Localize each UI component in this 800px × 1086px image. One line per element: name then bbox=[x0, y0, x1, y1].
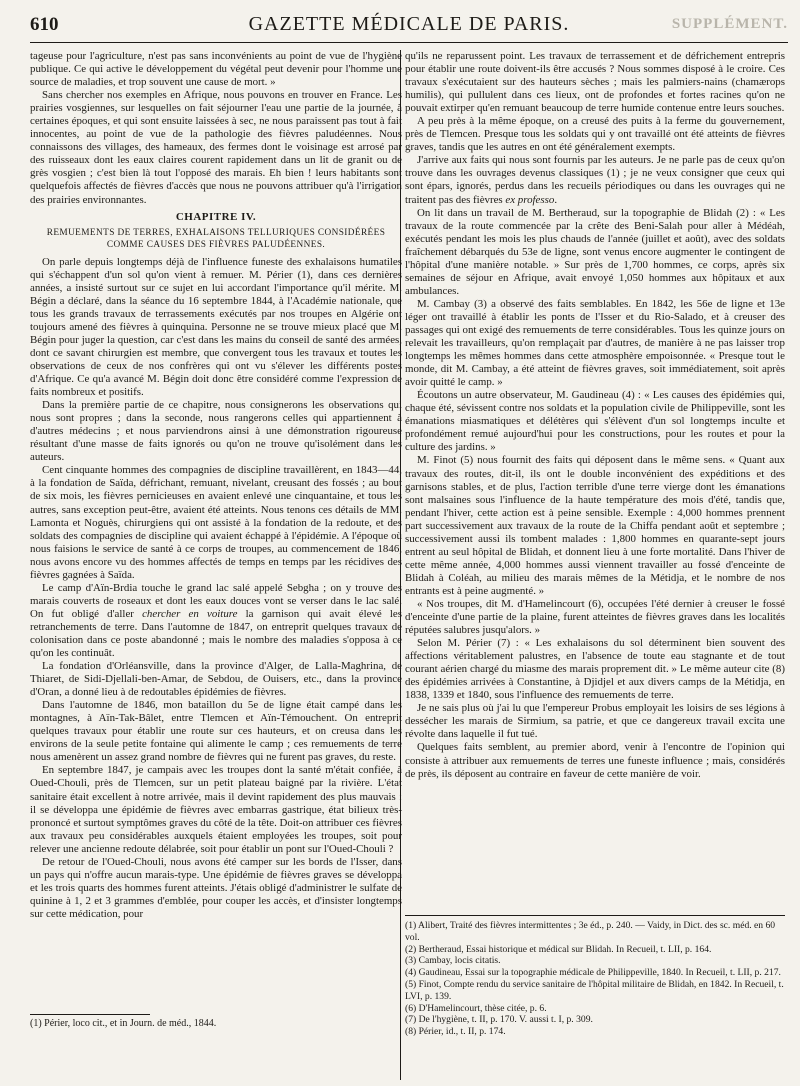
footnote: (1) Périer, loco cit., et in Journ. de méd., 1844. bbox=[30, 1018, 217, 1029]
paragraph: Selon M. Périer (7) : « Les exhalaisons du sol déterminent bien souvent des affections véritablement palustres, en l'absence de toute eau stagnante et de tout courant aérien chargé du miasme des marais proprement dit. » Le même auteur cite (8) des épidémies arrivées à Constantine, à Djidjel et aux divers camps de la Métidja, en 1838, 1339 et 1840, sous l'influence des remuements de terre. bbox=[405, 637, 785, 702]
footnote-rule bbox=[405, 915, 785, 916]
paragraph: Écoutons un autre observateur, M. Gaudineau (4) : « Les causes des épidémies qui, chaque été, sévissent contre nos soldats et la population civile de Philippeville, sont les émanations miasmatiques et délétères qui s'élèvent d'un sol longtemps inculte et profondément remué aujourd'hui pour les constructions, pour les routes et pour la culture des jardins. » bbox=[405, 389, 785, 454]
footnote: (1) Alibert, Traité des fièvres intermittentes ; 3e éd., p. 240. — Vaidy, in Dict. des sc. méd. en 60 vol. bbox=[405, 920, 776, 943]
footnote-rule bbox=[30, 1014, 150, 1015]
text-run: Le camp d'Aïn-Brdia touche le grand lac salé appelé Sebgha ; on y trouve des marais couverts de roseaux et dont les eaux douces vont se verser dans le lac salé. On fut obligé d'aller bbox=[30, 581, 402, 620]
footnotes-left bbox=[30, 1018, 390, 1030]
paragraph: Cent cinquante hommes des compagnies de discipline travaillèrent, en 1843—44, à la fondation de Saïda, défrichant, remuant, nivelant, creusant des fossés ; au bout de six mois, les fièvres pernicieuses en avaient enlevé une cinquantaine, et tous les autres, sans exception peut-être, avaient été atteints. Nous tenons ces détails de MM. Lamonta et Noguès, chirurgiens qui ont assisté à la fondation de la redoute, et des soldats des compagnies de discipline qui avaient échappé à l'épidémie. A l'époque où nous faisions le service de santé à ce corps de troupes, au commencement de 1846, nous avons encore vu des hommes affectés de temps en temps par les récidives des fièvres gagnées à Saïda. bbox=[30, 464, 402, 581]
paragraph: En septembre 1847, je campais avec les troupes dont la santé m'était confiée, à Oued-Chouli, près de Tlemcen, sur un petit plateau baigné par la rivière. L'état sanitaire était excellent à notre arrivée, mais il devint rapidement des plus mauvais : il se développa une épidémie de fièvres avec embarras gastrique, état bilieux très-prononcé et surtout symptômes graves du côté de la tête. Doit-on attribuer ces fièvres aux travaux peu considérables auxquels étaient employées les troupes, soit pour relever une ancienne redoute délabrée, soit pour établir un pont sur l'Oued-Chouli ? bbox=[30, 764, 402, 855]
paragraph: Quelques faits semblent, au premier abord, venir à l'encontre de l'opinion qui consiste à attribuer aux remuements de terres une funeste influence ; mais, considérés de près, ils déposent au contraire en faveur de cette manière de voir. bbox=[405, 741, 785, 780]
footnotes-right bbox=[405, 920, 785, 1038]
paragraph: M. Finot (5) nous fournit des faits qui déposent dans le même sens. « Quant aux travaux des routes, dit-il, ils ont le double inconvénient des expéditions et des garnisons stables, et de plus, l'action terrible d'une terre vierge dont les émanations sont malsaines sous l'influence de la haute température des mois d'été, tandis que, pendant l'hiver, cette action est à peine sensible. Exemple : 4,000 hommes prennent part successivement aux travaux de la route de la Chiffa pendant août et septembre ; successivement aussi ils tombent malades : 1,800 hommes en quarante-sept jours entrent au seul hôpital de Blidah, et donnent lieu à une forte mortalité. Dans l'hiver de cette même année, 4,000 hommes aussi viennent travailler au fossé d'enceinte de Blidah à Coléah, au milieu des marais mêmes de la Métidja, et le nombre de nos entrants est à peine augmenté. » bbox=[405, 454, 785, 597]
paragraph bbox=[405, 154, 785, 206]
footnote: (5) Finot, Compte rendu du service sanitaire de l'hôpital militaire de Blidah, en 1842. In Recueil, t. LVI, p. 139. bbox=[405, 978, 784, 1002]
page-number: 610 bbox=[30, 14, 59, 35]
right-column bbox=[405, 50, 785, 910]
footnote: (2) Bertheraud, Essai historique et médical sur Blidah. In Recueil, t. LII, p. 164. bbox=[405, 943, 712, 955]
paragraph: qu'ils ne reparussent point. Les travaux de terrassement et de défrichement entrepris pour établir une route doivent-ils être accusés ? Nous sommes disposé à le croire. Ces travaux s'exécutaient sur des hauteurs sèches ; mais les palmiers-nains (chamærops humilis), qui pullulent dans ces lieux, ont de profondes et fortes racines qu'on ne pouvait extirper qu'en remuant beaucoup de terre humide contenue entre leurs souches. bbox=[405, 50, 785, 115]
text-run: la garnison qui avait élevé les retranchements de terre. Dans l'automne de 1847, on entreprit quelques travaux de colonisation dans ce poste abandonné ; mais le nombre des maladies s'opposa à ce qu'on les continuât. bbox=[30, 607, 402, 660]
paragraph: tageuse pour l'agriculture, n'est pas sans inconvénients au point de vue de l'hygiène publique. Ce qui active le développement du végétal peut devenir pour l'homme une source de maladies, et trop souvent une cause de mort. » bbox=[30, 50, 402, 89]
text-run: J'arrive aux faits qui nous sont fournis par les auteurs. Je ne parle pas de ceux qu'on trouve dans les ouvrages devenus classiques (1) ; je ne veux consigner que ceux qui sont épars, ignorés, perdus dans les recueils périodiques ou dans les ouvrages qui ne traitent pas des fièvres bbox=[405, 154, 785, 206]
footnote: (6) D'Hamelincourt, thèse citée, p. 6. bbox=[405, 1002, 547, 1014]
paragraph: Sans chercher nos exemples en Afrique, nous pouvons en trouver en France. Les prairies vosgiennes, sur lesquelles on fait séjourner l'eau une partie de la journée, à certaines époques, et qui sont ensuite laissées à sec, ne nous paraissent pas tout à fait innocentes, au point de vue de la pathologie des fièvres paludéennes. Nous connaissons des villages, des hameaux, des fermes dont le voisinage est arrosé par des ruisseaux dont les eaux claires courent rapidement dans un lit de granit ou de grès vosgien ; c'est bien là tout l'opposé des marais. Eh bien ! leurs habitants sont quelquefois affectés de fièvres d'accès que nous ne pouvons attribuer qu'à l'irrigation des prairies environnantes. bbox=[30, 89, 402, 206]
paragraph: A peu près à la même époque, on a creusé des puits à la ferme du gouvernement, près de Tlemcen. Presque tous les soldats qui y ont travaillé ont été atteints de fièvres graves, tandis que les autres en ont été généralement exempts. bbox=[405, 115, 785, 154]
paragraph: On lit dans un travail de M. Bertheraud, sur la topographie de Blidah (2) : « Les travaux de la route commencée par la crête des Beni-Salah pour aller à Médéah, exécutés pendant les mois les plus chauds de l'année (juillet et août), avec des soldats fraîchement débarqués du 53e de ligne, sont venus encore augmenter le contingent de l'hôpital d'une manière notable. » Sur près de 1,700 hommes, ce corps, après six semaines de séjour en Afrique, avait envoyé 1,050 hommes aux hôpitaux et aux ambulances. bbox=[405, 206, 785, 297]
chapter-subtitle bbox=[30, 227, 402, 251]
left-column bbox=[30, 50, 402, 1082]
paragraph: On parle depuis longtemps déjà de l'influence funeste des exhalaisons humatiles qui s'échappent d'un sol qu'on vient à remuer. M. Périer (1), dans ces dernières années, a insisté surtout sur ce sujet en lui accordant l'importance qu'il mérite. M. Bégin a déclaré, dans la séance du 16 septembre 1844, à l'Académie nationale, que tous les grands travaux de terrassements exécutés par nos troupes en Algérie ont toujours amené des fièvres à quinquina. Personne ne se trouve mieux placé que M. Bégin pour juger la question, car c'est dans les mains du conseil de santé des armées, dont ce savant chirurgien est membre, que convergent tous les travaux et toutes les observations de ceux de nos confrères qui ont vu s'élever les différents postes d'Afrique. Ce qu'a avancé M. Bégin doit donc être considéré comme l'expression de faits nombreux et positifs. bbox=[30, 255, 402, 399]
paragraph bbox=[30, 582, 402, 660]
page-header bbox=[30, 12, 788, 43]
text-run: . bbox=[554, 193, 558, 206]
paragraph: « Nos troupes, dit M. d'Hamelincourt (6), occupées l'été dernier à creuser le fossé d'enceinte d'une partie de la plaine, furent atteintes de fièvres graves dans les localités réputées salubres jusqu'alors. » bbox=[405, 597, 785, 637]
paragraph: De retour de l'Oued-Chouli, nous avons été camper sur les bords de l'Isser, dans un pays qui n'offre aucun marais-type. Une épidémie de fièvres graves se développa et les trois quarts des hommes furent atteints. J'étais obligé d'administrer le sulfate de quinine à 1, 2 et 3 grammes d'emblée, pour couper les accès, et d'insister longtemps sur cette médication, pour bbox=[30, 855, 402, 920]
chapter-subtitle-line: COMME CAUSES DES FIÈVRES PALUDÉENNES. bbox=[106, 239, 326, 250]
paragraph: La fondation d'Orléansville, dans la province d'Alger, de Lalla-Maghrina, de Thiaret, de Sidi-Djellali-ben-Amar, de Sebdou, de Ouisers, etc., dans la province d'Oran, a donné lieu à de redoutables épidémies de fièvres. bbox=[30, 660, 402, 699]
supplement-mark: SUPPLÉMENT. bbox=[671, 16, 788, 32]
chapter-subtitle-line: REMUEMENTS DE TERRES, EXHALAISONS TELLURIQUES CONSIDÉRÉES bbox=[46, 227, 386, 238]
footnote: (8) Périer, id., t. II, p. 174. bbox=[405, 1026, 506, 1038]
journal-title: GAZETTE MÉDICALE DE PARIS. bbox=[248, 13, 570, 35]
paragraph: M. Cambay (3) a observé des faits semblables. En 1842, les 56e de ligne et 13e léger ont travaillé à établir les ponts de l'Isser et du Rio-Salado, et à creuser des passages qui ont exigé des remuements de terre considérables. Tous les quinze jours on relevait les travailleurs, qu'on remplaçait par d'autres, de manière à ne pas laisser trop longtemps les mêmes hommes dans cette atmosphère empoisonnée. « Presque tout le monde, dit M. Cambay, a été atteint de fièvres graves, soit immédiatement, soit après avoir quitté le camp. » bbox=[405, 297, 785, 389]
paragraph: Dans l'automne de 1846, mon bataillon du 5e de ligne était campé dans les montagnes, à Aïn-Tak-Bâlet, entre Tlemcen et Aïn-Témouchent. On entreprit quelques travaux pour établir une route sur ces hauteurs, et on creusa dans les environs de la seule petite fontaine qui alimente le camp ; ces remuements de terre nous amenèrent un assez grand nombre de fièvres qui ne furent pas graves, du reste. bbox=[30, 699, 402, 764]
emphasis: ex professo bbox=[505, 193, 555, 206]
footnote: (7) De l'hygiène, t. II, p. 170. V. aussi t. I, p. 309. bbox=[405, 1014, 593, 1026]
column-divider bbox=[400, 50, 401, 1080]
footnote: (4) Gaudineau, Essai sur la topographie médicale de Philippeville, 1840. In Recueil, t. LII, p. 217. bbox=[405, 967, 781, 979]
paragraph: Dans la première partie de ce chapitre, nous consignerons les observations qui nous sont propres ; dans la seconde, nous rangerons celles qui appartiennent à d'autres médecins ; et nous parviendrons ainsi à une démonstration rigoureuse résultant d'une masse de faits ignorés ou qu'on ne trouve qu'isolément dans les auteurs. bbox=[30, 399, 402, 464]
chapter-title: CHAPITRE IV. bbox=[175, 210, 257, 223]
paragraph: Je ne sais plus où j'ai lu que l'empereur Probus employait les loisirs de ses légions à dessécher les marais de Sirmium, sa patrie, et que ce dangereux travail excita une révolte dans laquelle il fut tué. bbox=[405, 702, 785, 741]
emphasis: chercher en voiture bbox=[142, 607, 238, 620]
footnote: (3) Cambay, locis citatis. bbox=[405, 955, 501, 967]
